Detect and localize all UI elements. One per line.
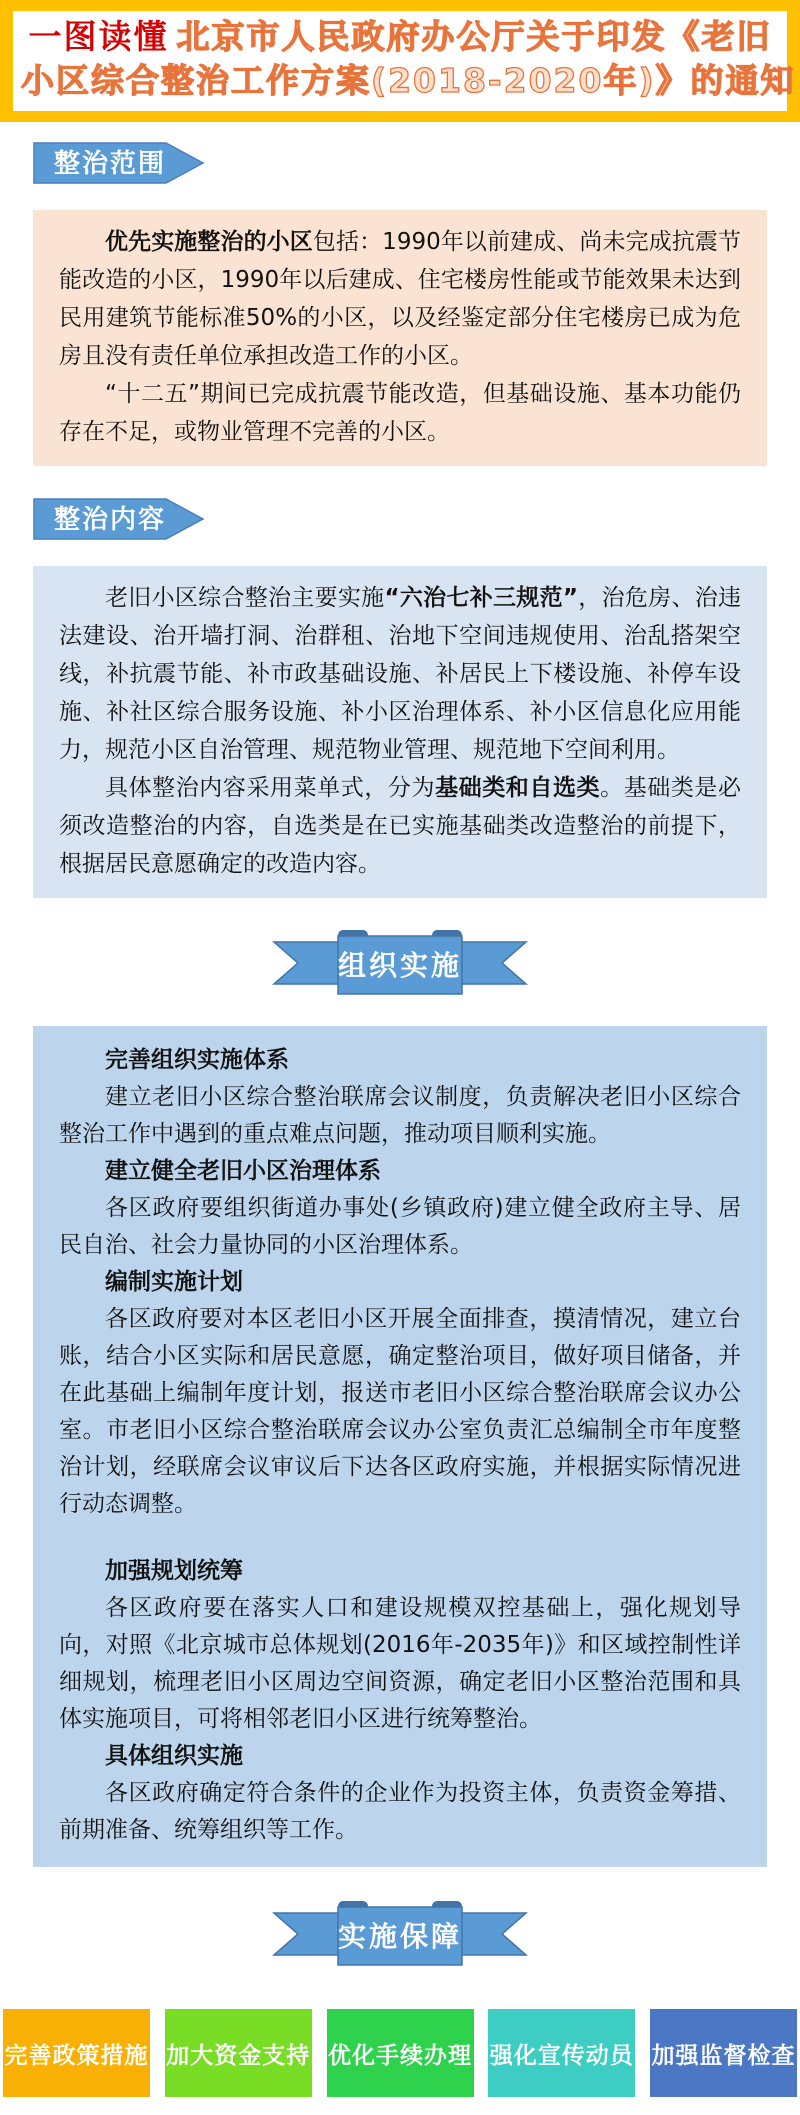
ribbon-implementation-label: 组织实施 <box>337 949 463 982</box>
safeguard-label: 强化宣传动员 <box>489 2042 634 2069</box>
ribbon-safeguards-label: 实施保障 <box>337 1920 463 1953</box>
safeguard-label: 优化手续办理 <box>328 2042 472 2069</box>
page-title-line-2: 小区综合整治工作方案(2018-2020年)》的通知 <box>21 61 796 100</box>
safeguards-row <box>3 2009 797 2097</box>
content-p1-bold: “六治七补三规范” <box>384 585 578 611</box>
impl-heading-4: 加强规划统筹 <box>105 1558 243 1584</box>
title-main-part1: 北京市人民政府办公厅关于印发《老旧 <box>176 17 772 56</box>
content-p2-bold: 基础类和自选类 <box>435 775 601 801</box>
content-p2-post: 。基础类是必须改造整治的内容，自选类是在已实施基础类改造整治的前提下，根据居民意愿确定的改造内容。 <box>59 775 742 877</box>
scope-paragraph-2: “十二五”期间已完成抗震节能改造，但基础设施、基本功能仍存在不足，或物业管理不完善的小区。 <box>59 381 741 445</box>
impl-body-5: 各区政府确定符合条件的企业作为投资主体，负责资金筹措、前期准备、统筹组织等工作。 <box>59 1780 741 1843</box>
ribbon-banner-shape <box>268 926 532 1000</box>
title-banner <box>0 0 800 122</box>
impl-heading-3: 编制实施计划 <box>105 1269 243 1295</box>
section-badge-scope <box>33 142 205 184</box>
section-badge-scope-label: 整治范围 <box>54 149 167 179</box>
implementation-text-box <box>33 1026 767 1867</box>
content-p1-pre: 老旧小区综合整治主要实施 <box>105 585 385 611</box>
impl-body-1: 建立老旧小区综合整治联席会议制度，负责解决老旧小区综合整治工作中遇到的重点难点问题，推动项目顺利实施。 <box>59 1084 741 1147</box>
content-p2-pre: 具体整治内容采用菜单式，分为 <box>105 775 436 801</box>
ribbon-safeguards <box>0 1897 800 1975</box>
safeguard-label: 加大资金支持 <box>166 2042 311 2069</box>
safeguard-label: 加强监督检查 <box>651 2042 796 2069</box>
safeguard-box-supervision <box>650 2009 797 2097</box>
impl-heading-1: 完善组织实施体系 <box>105 1047 289 1073</box>
safeguard-label: 完善政策措施 <box>4 2042 149 2069</box>
ribbon-banner-shape <box>268 1897 532 1971</box>
scope-p1-rest: 包括：1990年以前建成、尚未完成抗震节能改造的小区，1990年以后建成、住宅楼房性能或节能效果未达到民用建筑节能标准50%的小区，以及经鉴定部分住宅楼房已成为危房且没有责任单位承担改造工作的小区。 <box>59 229 741 369</box>
title-prefix: 一图读懂 <box>28 17 169 56</box>
content-text-box <box>33 566 767 898</box>
safeguard-box-procedures <box>327 2009 474 2097</box>
impl-body-4: 各区政府要在落实人口和建设规模双控基础上，强化规划导向，对照《北京城市总体规划(2016年-2035年)》和区域控制性详细规划，梳理老旧小区周边空间资源，确定老旧小区整治范围和具体实施项目，可将相邻老旧小区进行统筹整治。 <box>59 1595 741 1732</box>
content-p1-post: ，治危房、治违法建设、治开墙打洞、治群租、治地下空间违规使用、治乱搭架空线，补抗震节能、补市政基础设施、补居民上下楼设施、补停车设施、补社区综合服务设施、补小区治理体系、补小区信息化应用能力，规范小区自治管理、规范物业管理、规范地下空间利用。 <box>59 585 742 763</box>
content-paragraph-1 <box>59 579 741 769</box>
content-paragraph-2 <box>59 769 741 883</box>
section-badge-content <box>33 498 205 540</box>
page-title-line-1 <box>21 15 779 59</box>
scope-paragraph-1 <box>59 223 741 375</box>
title-inner <box>13 11 796 111</box>
impl-heading-2: 建立健全老旧小区治理体系 <box>105 1158 381 1184</box>
scope-text-box <box>33 210 767 466</box>
impl-body-2: 各区政府要组织街道办事处(乡镇政府)建立健全政府主导、居民自治、社会力量协同的小区治理体系。 <box>59 1195 741 1258</box>
ribbon-implementation <box>0 926 800 1004</box>
safeguard-box-policy <box>3 2009 150 2097</box>
impl-body-3: 各区政府要对本区老旧小区开展全面排查，摸清情况，建立台账，结合小区实际和居民意愿，确定整治项目，做好项目储备，并在此基础上编制年度计划，报送市老旧小区综合整治联席会议办公室。市老旧小区综合整治联席会议办公室负责汇总编制全市年度整治计划，经联席会议审议后下达各区政府实施，并根据实际情况进行动态调整。 <box>59 1306 741 1517</box>
safeguard-box-publicity <box>488 2009 635 2097</box>
section-badge-content-label: 整治内容 <box>54 505 167 535</box>
safeguard-box-funding <box>165 2009 312 2097</box>
impl-heading-5: 具体组织实施 <box>105 1743 243 1769</box>
scope-p1-bold: 优先实施整治的小区 <box>105 229 313 255</box>
